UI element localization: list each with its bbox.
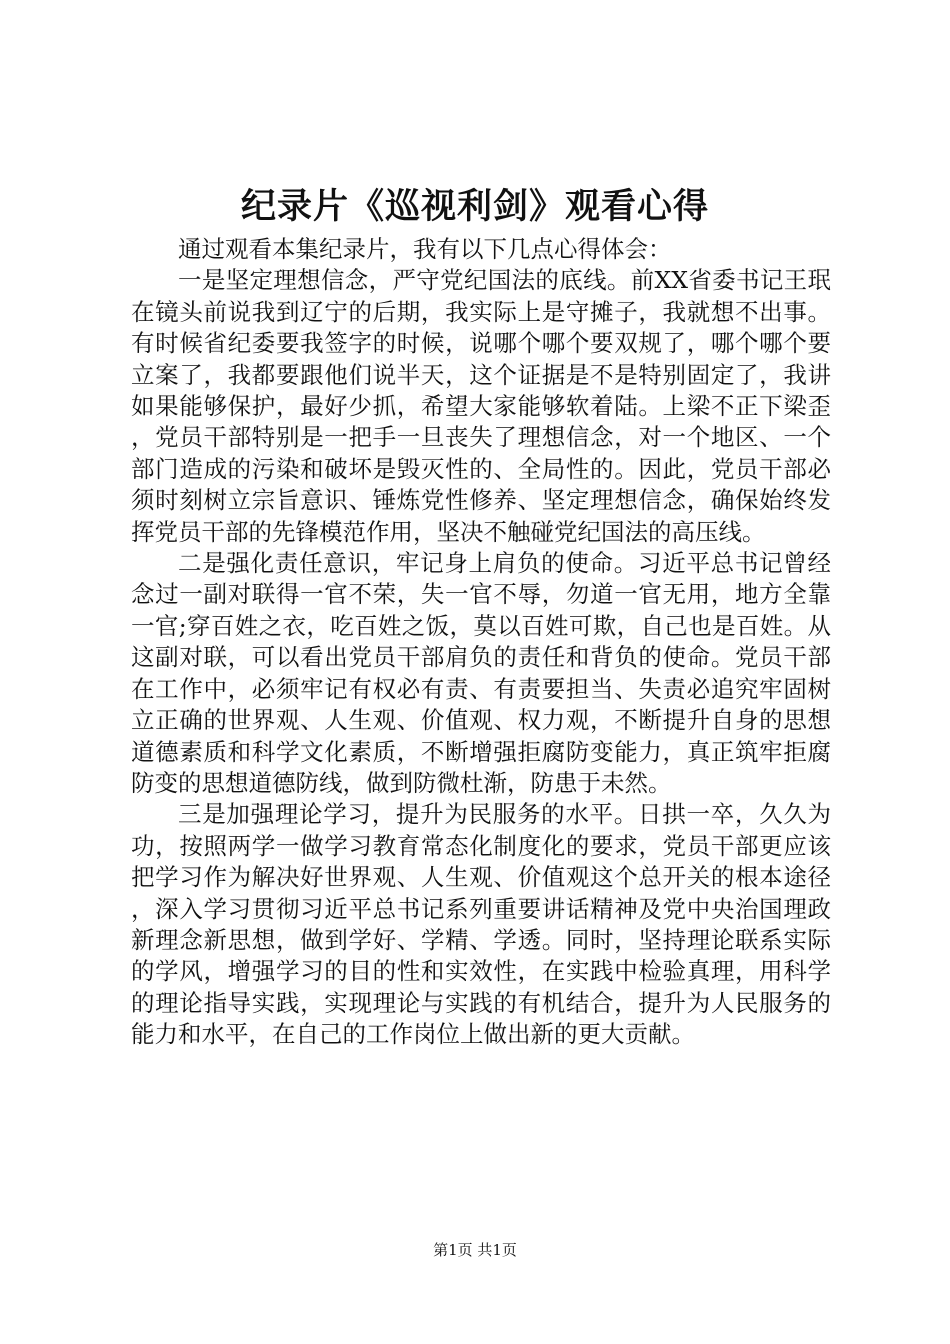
document-title: 纪录片《巡视利剑》观看心得 [240,186,709,227]
paragraph-point-3: 三是加强理论学习，提升为民服务的水平。日拱一卒，久久为功，按照两学一做学习教育常态化制度化的要求，党员干部更应该把学习作为解决好世界观、人生观、价值观这个总开关的根本途径，深入学习贯彻习近平总书记系列重要讲话精神及党中央治国理政新理念新思想，做到学好、学精、学透。同时，坚持理论联系实际的学风，增强学习的目的性和实效性，在实践中检验真理，用科学的理论指导实践，实现理论与实践的有机结合，提升为人民服务的能力和水平，在自己的工作岗位上做出新的更大贡献。 [131,800,831,1049]
paragraph-point-2: 二是强化责任意识，牢记身上肩负的使命。习近平总书记曾经念过一副对联得一官不荣，失一官不辱，勿道一官无用，地方全靠一官;穿百姓之衣，吃百姓之饭，莫以百姓可欺，自己也是百姓。从这副对联，可以看出党员干部肩负的责任和背负的使命。党员干部在工作中，必须牢记有权必有责、有责要担当、失责必追究牢固树立正确的世界观、人生观、价值观、权力观，不断提升自身的思想道德素质和科学文化素质，不断增强拒腐防变能力，真正筑牢拒腐防变的思想道德防线，做到防微杜渐，防患于未然。 [131,549,831,797]
document-body [131,234,831,1051]
page-number-footer: 第1页 共1页 [433,1241,517,1259]
paragraph-intro: 通过观看本集纪录片，我有以下几点心得体会： [178,235,672,263]
paragraph-point-1: 一是坚定理想信念，严守党纪国法的底线。前XX省委书记王珉在镜头前说我到辽宁的后期，我实际上是守摊子，我就想不出事。有时候省纪委要我签字的时候，说哪个哪个要双规了，哪个哪个要立案了，我都要跟他们说半天，这个证据是不是特别固定了，我讲如果能够保护，最好少抓，希望大家能够软着陆。上梁不正下梁歪，党员干部特别是一把手一旦丧失了理想信念，对一个地区、一个部门造成的污染和破坏是毁灭性的、全局性的。因此，党员干部必须时刻树立宗旨意识、锤炼党性修养、坚定理想信念，确保始终发挥党员干部的先锋模范作用，坚决不触碰党纪国法的高压线。 [131,266,831,546]
